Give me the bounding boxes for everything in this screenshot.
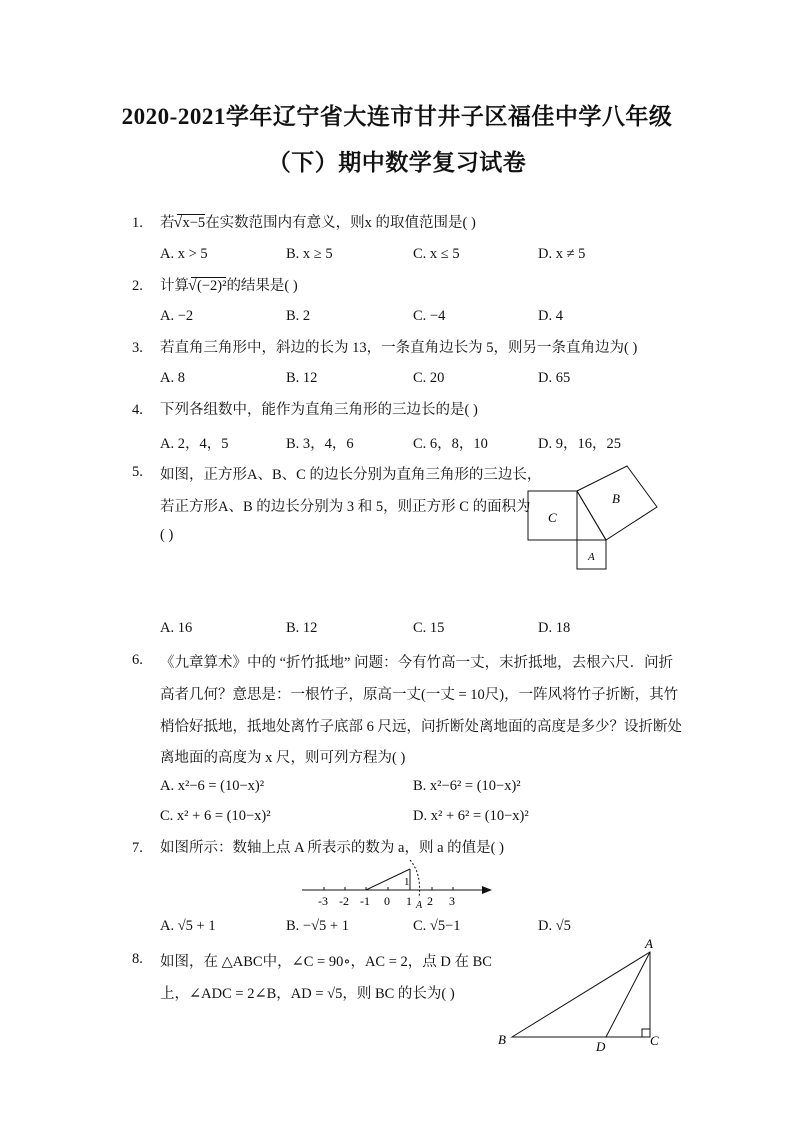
question-stem: 计算 √ (−2)²的结果是( ) <box>160 277 298 294</box>
label-b: B <box>612 491 620 506</box>
question-stem: 若 √ x−5在实数范围内有意义，则x 的取值范围是( ) <box>160 214 476 231</box>
tick-label: -3 <box>318 894 328 908</box>
option-a[interactable]: A. x > 5 <box>160 246 208 262</box>
option-d[interactable]: D. 18 <box>538 620 571 636</box>
option-d[interactable]: D. √5 <box>538 918 571 934</box>
option-b[interactable]: B. 12 <box>286 370 318 386</box>
tick-label: 3 <box>449 894 455 908</box>
sqrt-expression: √ x−5 <box>173 214 206 231</box>
option-a[interactable]: A. 8 <box>160 370 185 386</box>
tick-label: 0 <box>384 894 390 908</box>
question-5-line-1: 如图，正方形A、B、C 的边长分别为直角三角形的三边长， <box>160 467 542 483</box>
option-a[interactable]: A. −2 <box>160 308 194 324</box>
question-stem: 下列各组数中，能作为直角三角形的三边长的是( ) <box>160 402 478 418</box>
question-8-line-1: 如图，在 △ABC中，∠C = 90∘，AC = 2，点 D 在 BC <box>160 954 492 970</box>
tick-label: -2 <box>339 894 349 908</box>
question-number: 6. <box>132 652 143 668</box>
question-number: 1. <box>132 215 143 231</box>
question-number: 8. <box>132 951 143 967</box>
label-c: C <box>650 1033 659 1048</box>
option-d[interactable]: D. 9，16，25 <box>538 436 621 452</box>
option-c[interactable]: C. −4 <box>413 308 446 324</box>
title-line-1: 2020-2021学年辽宁省大连市甘井子区福佳中学八年级 <box>121 104 673 129</box>
question-6-line-1: 《九章算术》中的 “折竹抵地” 问题：今有竹高一丈，末折抵地，去根六尺．问折 <box>160 655 674 671</box>
label-d: D <box>596 1039 606 1054</box>
option-a[interactable]: A. 16 <box>160 620 193 636</box>
option-b[interactable]: B. 2 <box>286 308 311 324</box>
option-c[interactable]: C. x ≤ 5 <box>413 246 460 262</box>
question-number: 4. <box>132 402 143 418</box>
question-number: 3. <box>132 340 143 356</box>
question-8-line-2: 上，∠ADC = 2∠B，AD = √5，则 BC 的长为( ) <box>160 986 455 1002</box>
label-a: A <box>645 936 653 951</box>
question-stem: 若直角三角形中，斜边的长为 13，一条直角边长为 5，则另一条直角边为( ) <box>160 340 638 356</box>
option-a[interactable]: A. x²−6 = (10−x)² <box>160 778 265 794</box>
number-line-figure <box>298 858 498 914</box>
question-5-line-2: 若正方形A、B 的边长分别为 3 和 5，则正方形 C 的面积为 <box>160 499 531 515</box>
squares-figure <box>520 452 670 577</box>
option-d[interactable]: D. x² + 6² = (10−x)² <box>413 808 529 824</box>
option-b[interactable]: B. 12 <box>286 620 318 636</box>
option-b[interactable]: B. −√5 + 1 <box>286 918 349 934</box>
option-c[interactable]: C. 20 <box>413 370 445 386</box>
option-c[interactable]: C. 6，8，10 <box>413 436 488 452</box>
sqrt-expression: √ (−2)² <box>188 277 227 294</box>
question-6-line-2: 高者几何？意思是：一根竹子，原高一丈(一丈 = 10尺)，一阵风将竹子折断，其竹 <box>160 687 679 703</box>
tick-label: 1 <box>406 894 412 908</box>
point-a-label: A <box>416 900 423 911</box>
tick-label: 2 <box>427 894 433 908</box>
option-c[interactable]: C. 15 <box>413 620 445 636</box>
option-d[interactable]: D. 65 <box>538 370 571 386</box>
label-c: C <box>548 510 557 525</box>
question-number: 5. <box>132 464 143 480</box>
option-d[interactable]: D. 4 <box>538 308 563 324</box>
question-number: 2. <box>132 278 143 294</box>
compass-arc <box>410 860 420 898</box>
option-d[interactable]: D. x ≠ 5 <box>538 246 586 262</box>
question-number: 7. <box>132 840 143 856</box>
segment-ad <box>606 952 650 1037</box>
triangle-figure <box>492 932 672 1057</box>
height-label: 1 <box>404 876 410 888</box>
option-b[interactable]: B. x ≥ 5 <box>286 246 333 262</box>
option-a[interactable]: A. 2，4，5 <box>160 436 229 452</box>
option-c[interactable]: C. x² + 6 = (10−x)² <box>160 808 271 824</box>
label-b: B <box>498 1032 506 1047</box>
right-angle-mark <box>642 1029 650 1037</box>
option-b[interactable]: B. x²−6² = (10−x)² <box>413 778 521 794</box>
option-b[interactable]: B. 3，4，6 <box>286 436 354 452</box>
question-6-line-4: 离地面的高度为 x 尺，则可列方程为( ) <box>160 750 406 766</box>
tick-label: -1 <box>360 894 370 908</box>
title-line-2: （下）期中数学复习试卷 <box>267 150 527 175</box>
label-a: A <box>588 551 595 563</box>
triangle-abc <box>512 952 650 1037</box>
axis-arrow <box>482 886 492 894</box>
option-c[interactable]: C. √5−1 <box>413 918 461 934</box>
triangle-hypotenuse <box>577 491 606 540</box>
question-6-line-3: 梢恰好抵地，抵地处离竹子底部 6 尺远，问折断处离地面的高度是多少？设折断处 <box>160 719 682 735</box>
option-a[interactable]: A. √5 + 1 <box>160 918 216 934</box>
question-stem: 如图所示：数轴上点 A 所表示的数为 a，则 a 的值是( ) <box>160 840 504 856</box>
question-5-line-3: ( ) <box>160 527 174 543</box>
